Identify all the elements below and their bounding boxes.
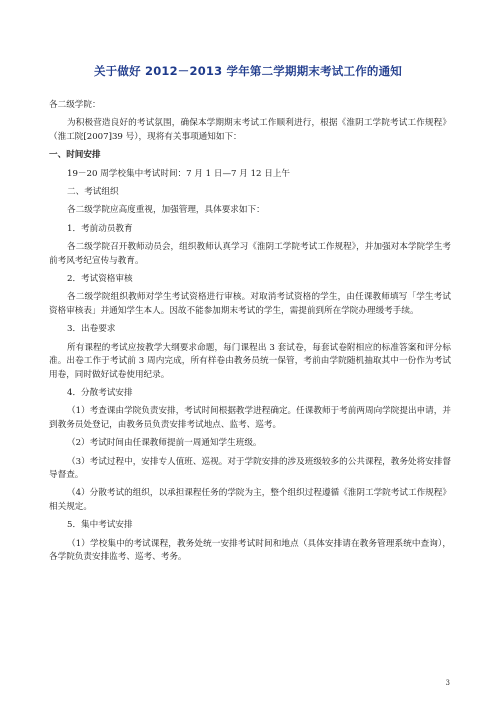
item-heading-eligibility: 2．考试资格审核: [67, 274, 133, 285]
item-paragraph: （1）学校集中的考试课程，教务处统一安排考试时间和地点（具体安排请在教务管理系统中查询），各学院负责安排监考、巡考、考务。: [49, 538, 451, 562]
item-paragraph: （2）考试时间由任课教师提前一周通知学生班级。: [67, 438, 262, 449]
document-title: 关于做好 2012－2013 学年第二学期期末考试工作的通知: [93, 64, 403, 78]
item-heading-decentralized-exams: 4．分散考试安排: [67, 387, 133, 398]
item-paragraph: （3）考试过程中，安排专人值班、巡视。对于学院安排的涉及班级较多的公共课程，教务处将安排督导督查。: [49, 456, 451, 480]
page-number: 3: [445, 679, 450, 687]
time-schedule-text: 19－20 周学校集中考试时间：7 月 1 日—7 月 12 日上午: [67, 168, 291, 179]
item-paragraph: 所有课程的考试应按教学大纲要求命题，每门课程出 3 套试卷，每套试卷附相应的标准答案和评分标准。出卷工作于考试前 3 周内完成，所有样卷由教务员统一保管，考前由学院随机抽取其中一份作为考试用卷，同时做好试卷使用纪录。: [49, 342, 451, 380]
salutation: 各二级学院：: [49, 100, 101, 110]
item-heading-paper-setting: 3．出卷要求: [67, 324, 116, 335]
item-paragraph: （1）考查课由学院负责安排，考试时间根据教学进程确定。任课教师于考前两周向学院提出申请，并到教务员处登记，由教务员负责安排考试地点、监考、巡考。: [49, 406, 451, 430]
item-paragraph: 各二级学院组织教师对学生考试资格进行审核。对取消考试资格的学生，由任课教师填写「学生考试资格审核表」并通知学生本人。因故不能参加期末考试的学生，需提前到所在学院办理缓考手续。: [49, 292, 451, 316]
item-paragraph: （4）分散考试的组织，以承担课程任务的学院为主，整个组织过程遵循《淮阴工学院考试工作规程》相关规定。: [49, 488, 451, 512]
section-heading-organization: 二、考试组织: [67, 187, 119, 198]
item-paragraph: 各二级学院召开教师动员会，组织教师认真学习《淮阴工学院考试工作规程》，并加强对本学院学生考前考风考纪宣传与教育。: [49, 242, 451, 266]
organization-intro: 各二级学院应高度重视，加强管理，具体要求如下：: [67, 205, 265, 216]
item-heading-mobilization: 1．考前动员教育: [67, 223, 133, 234]
document-body: [49, 99, 451, 569]
section-heading-time: 一、时间安排: [49, 150, 101, 161]
intro-paragraph: 为积极营造良好的考试氛围，确保本学期期末考试工作顺利进行，根据《淮阴工学院考试工作规程》（淮工院[2007]39 号），现将有关事项通知如下：: [49, 118, 451, 142]
item-heading-centralized-exams: 5．集中考试安排: [67, 520, 133, 531]
